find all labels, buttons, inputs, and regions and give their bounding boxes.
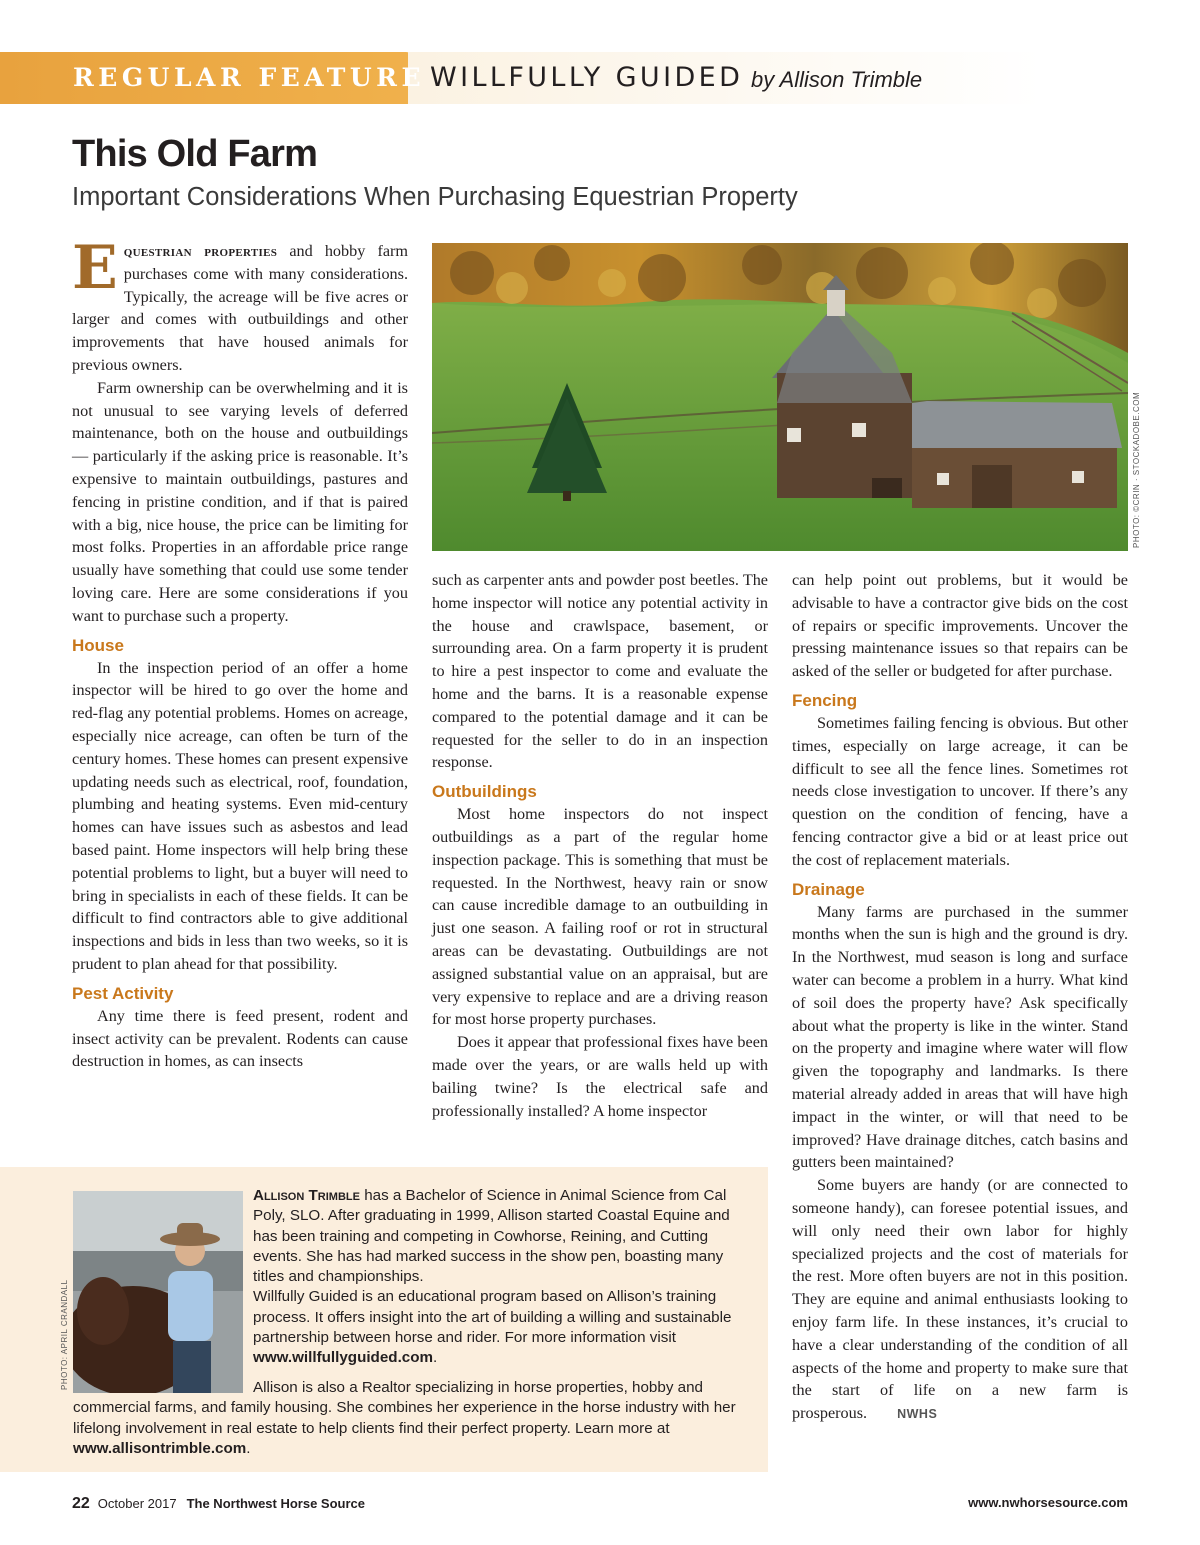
pest-paragraph-start: Any time there is feed present, rodent and insect activity can be prevalent. Rodents can cause destruction in homes, as can insects [72, 1006, 408, 1071]
intro-paragraph-2: Farm ownership can be overwhelming and it is not unusual to see varying levels of deferred maintenance, both on the house and outbuildings — particularly if the asking price is reasonable. It’s expensive to maintain outbuildings, pastures and fencing in pristine condition, and if that is paired with a big, nice house, the price can be limiting for most folks. Properties in an affordable price range usually have something that could use some tender loving care. Here are some considerations if you want to purchase such a property. [72, 378, 408, 625]
outbuildings-paragraph-1: Most home inspectors do not inspect outbuildings as a part of the regular home inspection package. This is something that must be requested. In the Northwest, heavy rain or snow can cause incredible damage to an outbuilding in just one season. A failing roof or rot in structural areas can be devastating. Outbuildings are not assigned substantial value on an appraisal, but are very expensive to replace and are a driving reason for most horse property purchases. [432, 805, 768, 1029]
closing-text: Some buyers are handy (or are connected to someone handy), can foresee potential issues, and will only need their own labor for highly specialized projects and the cost of materials for the rest. More often buyers are not in this position. They are equine and animal enthusiasts looking to enjoy farm life. In these instances, it’s crucial to have a clear understanding of the condition of all aspects of the home and property to make sure that the start of life on a new farm is prosperous. [792, 1176, 1128, 1423]
fencing-paragraph: Sometimes failing fencing is obvious. But other times, especially on large acreage, it can be difficult to see all the fence lines. Sometimes rot needs close investigation to uncover. If there’s any question on the condition of fencing, have a fencing contractor give a bid or at least price out the cost of replacement materials. [792, 713, 1128, 869]
drainage-paragraph: Many farms are purchased in the summer months when the sun is high and the ground is dry. In the Northwest, mud season is long and surface water can become a problem in a hurry. What kind of soil does the property have? Ask specifically about what the property is like in the winter. Stand on the property and imagine where water will flow given the topography and landmarks. Is there material already added in areas that will have high impact in the winter, or will that need to be improved? Have drainage ditches, catch basins and gutters been maintained? [792, 902, 1128, 1172]
bio-paragraph-3 [73, 1378, 748, 1459]
bio-text-2: Willfully Guided is an educational program based on Allison’s training process. It offers insight into the art of building a willing and sustainable partnership between horse and rider. For more information visit [253, 1288, 732, 1347]
lead-in: questrian properties [123, 242, 278, 260]
closing-paragraph [792, 1174, 1128, 1425]
photo-credit: PHOTO: ©CRIN · STOCKADOBE.COM [1132, 391, 1141, 548]
bio-paragraph-1 [253, 1186, 748, 1287]
heading-outbuildings: Outbuildings [432, 782, 537, 802]
column-2 [432, 569, 768, 1122]
footer-website[interactable]: www.nwhorsesource.com [968, 1495, 1128, 1510]
heading-pest-activity: Pest Activity [72, 983, 174, 1003]
intro-text: and hobby farm purchases come with many considerations. Typically, the acreage will be five acres or larger and comes with outbuildings and other improvements that have housed animals for previous owners. [72, 242, 408, 374]
author-photo-credit: PHOTO: APRIL CRANDALL [60, 1279, 69, 1390]
house-paragraph: In the inspection period of an offer a home inspector will be hired to go over the home and red-flag any potential problems. Homes on acreage, especially nice acreage, can often be turn of the century homes. These homes can present expensive updating needs such as electrical, roof, foundation, plumbing and heating systems. Even mid-century homes can have issues such as asbestos and lead based paint. Home inspectors will help bring these potential problems to light, but a buyer will need to bring in specialists in each of these fields. It can be difficult to find contractors able to give additional inspections and bids in less than two weeks, so it is prudent to plan ahead for that possibility. [72, 658, 408, 973]
barn-landscape-image [432, 243, 1128, 551]
bio-text-3-end: . [246, 1439, 251, 1457]
barn-photo [432, 243, 1128, 551]
article-subtitle: Important Considerations When Purchasing Equestrian Property [72, 183, 798, 211]
column-3 [792, 569, 1128, 1425]
willfullyguided-link[interactable]: www.willfullyguided.com [253, 1349, 434, 1367]
outbuildings-paragraph-continued: can help point out problems, but it would be advisable to have a contractor give bids on the cost of repairs or specific improvements. Uncover the pressing maintenance issues so that repairs can be asked of the seller or budgeted for after purchase. [792, 571, 1128, 681]
signoff: NWHS [897, 1407, 938, 1422]
author-with-horse-image [73, 1191, 243, 1393]
page-number: 22 [72, 1495, 90, 1512]
article-title: This Old Farm [72, 133, 318, 175]
header-banner [0, 52, 1200, 104]
bio-text-1: has a Bachelor of Science in Animal Science from Cal Poly, SLO. After graduating in 1999, Allison started Coastal Equine and has been training and competing in Cowhorse, Reining, and Cutting events. She has had marked success in the show pen, boasting many titles and championships. [253, 1187, 730, 1286]
allisontrimble-link[interactable]: www.allisontrimble.com [73, 1439, 247, 1457]
bio-text-2-end: . [433, 1349, 438, 1367]
intro-paragraph-1 [72, 233, 408, 377]
issue-date: October 2017 [97, 1496, 177, 1511]
section-kicker: REGULAR FEATURE [73, 63, 426, 92]
pest-paragraph-continued: such as carpenter ants and powder post beetles. The home inspector will notice any potential activity in the house and crawlspace, basement, or surrounding area. On a farm property it is prudent to hire a pest inspector to come and evaluate the home and the barns. It is a reasonable expense compared to the potential damage and it can be requested for the seller to do in an inspection response. [432, 571, 768, 772]
outbuildings-paragraph-2: Does it appear that professional fixes have been made over the years, or are walls held up with bailing twine? Is the electrical safe and professionally installed? A home inspector [432, 1033, 768, 1120]
author-bio [253, 1186, 748, 1369]
drop-cap: E [72, 233, 118, 303]
footer-left [72, 1495, 365, 1513]
column-1 [72, 233, 408, 1073]
bio-paragraph-2 [253, 1287, 748, 1368]
series-title: WILLFULLY GUIDED [430, 62, 744, 93]
author-photo [73, 1191, 243, 1393]
byline: by Allison Trimble [751, 67, 923, 92]
heading-drainage: Drainage [792, 879, 865, 899]
author-bio-wide [73, 1378, 748, 1459]
bio-text-3: Allison is also a Realtor specializing in horse properties, hobby and commercial farms, and family housing. She combines her experience in the horse industry with her lifelong involvement in real estate to help clients find their perfect property. Learn more at [73, 1379, 736, 1437]
publication-name: The Northwest Horse Source [186, 1496, 366, 1511]
heading-house: House [72, 635, 124, 655]
author-name: Allison Trimble [253, 1187, 360, 1204]
heading-fencing: Fencing [792, 690, 858, 710]
